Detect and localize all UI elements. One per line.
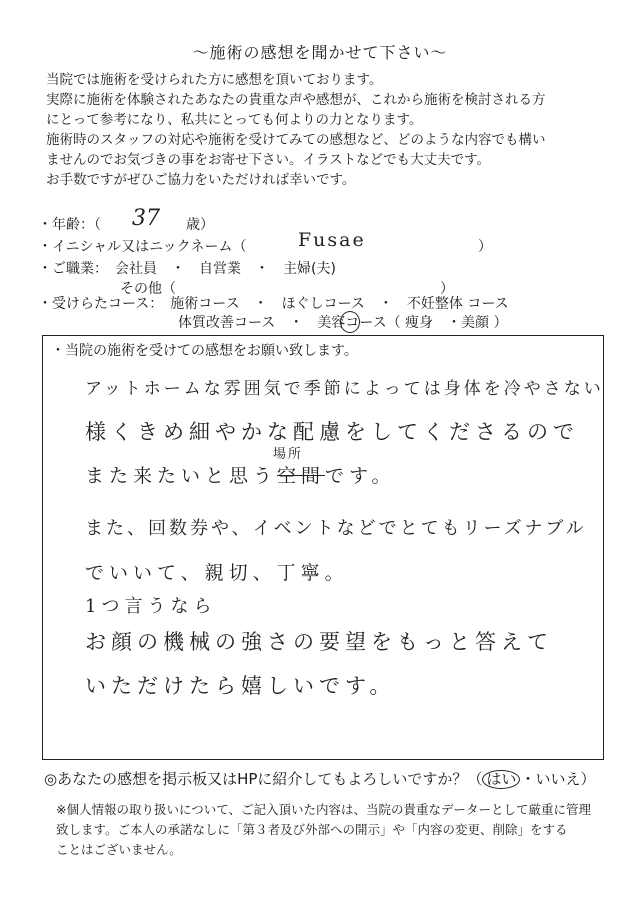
feedback-struck-word: 空間 <box>277 465 326 487</box>
age-label: ・年齢：（ <box>38 217 101 233</box>
intro-line: 施術時のスタッフの対応や施術を受けてみての感想など、どのような内容でも構い <box>46 132 546 148</box>
intro-line: にとって参考になり、私共にとっても何よりの力となります。 <box>46 112 423 128</box>
consent-no-option[interactable]: ・いいえ） <box>520 770 596 788</box>
feedback-line: お顔の機械の強さの要望をもっと答えて <box>85 630 553 654</box>
feedback-line: 1つ言うなら <box>85 596 217 617</box>
feedback-header: ・当院の施術を受けての感想をお願い致します。 <box>51 343 358 359</box>
feedback-line: また、回数券や、イベントなどでとてもリーズナブル <box>85 518 587 539</box>
name-label: ・イニシャル又はニックネーム（ <box>38 239 247 255</box>
job-other-label: その他（ <box>120 281 176 297</box>
feedback-line: 様くきめ細やかな配慮をしてくださるので <box>85 420 579 444</box>
privacy-note-line: ※個人情報の取り扱いについて、ご記入頂いた内容は、当院の貴重なデーターとして厳重に管理 <box>56 802 591 817</box>
job-other-close: ） <box>440 281 454 297</box>
intro-line: お手数ですがぜひご協力をいただければ幸いです。 <box>46 172 356 188</box>
feedback-line <box>85 461 396 488</box>
feedback-line-part: また来たいと思う <box>85 465 278 487</box>
privacy-note-line: ことはございません。 <box>56 842 182 857</box>
feedback-line: いただけたら嬉しいです。 <box>85 674 396 698</box>
course-line2: 体質改善コース ・ 美容コース（ 痩身 ・美顔 ） <box>178 315 508 331</box>
feedback-insert: 場所 <box>273 447 304 462</box>
intro-paragraph <box>46 70 616 190</box>
consent-yes-option[interactable]: はい <box>482 770 520 789</box>
feedback-line-part: です。 <box>325 465 396 487</box>
name-close: ） <box>478 239 492 255</box>
age-value: 37 <box>132 206 160 231</box>
course-label: ・受けらたコース： 施術コース ・ ほぐしコース ・ 不妊整体 コース <box>38 296 509 312</box>
feedback-box <box>42 335 604 760</box>
privacy-note-line: 致します。ご本人の承諾なしに「第３者及び外部への開示」や「内容の変更、削除」をする <box>56 822 568 837</box>
course-selection-mark <box>340 311 360 333</box>
name-value: Fusae <box>298 229 366 251</box>
feedback-line: でいいて、親切、丁寧。 <box>85 562 349 584</box>
age-suffix: 歳） <box>186 217 214 233</box>
page-title: 〜施術の感想を聞かせて下さい〜 <box>192 43 448 62</box>
intro-line: 実際に施術を体験されたあなたの貴重な声や感想が、これから施術を検討される方 <box>46 92 546 108</box>
intro-line: ませんのでお気づきの事をお寄せ下さい。イラストなどでも大丈夫です。 <box>46 152 491 168</box>
consent-text: ◎あなたの感想を掲示板又はHPに紹介してもよろしいですか？（ <box>44 770 483 788</box>
privacy-note <box>56 800 606 860</box>
job-label: ・ご職業： 会社員 ・ 自営業 ・ 主婦(夫) <box>38 261 336 277</box>
intro-line: 当院では施術を受けられた方に感想を頂いております。 <box>46 72 383 88</box>
feedback-line: アットホームな雰囲気で季節によっては身体を冷やさない <box>85 379 604 399</box>
consent-question <box>44 768 595 789</box>
